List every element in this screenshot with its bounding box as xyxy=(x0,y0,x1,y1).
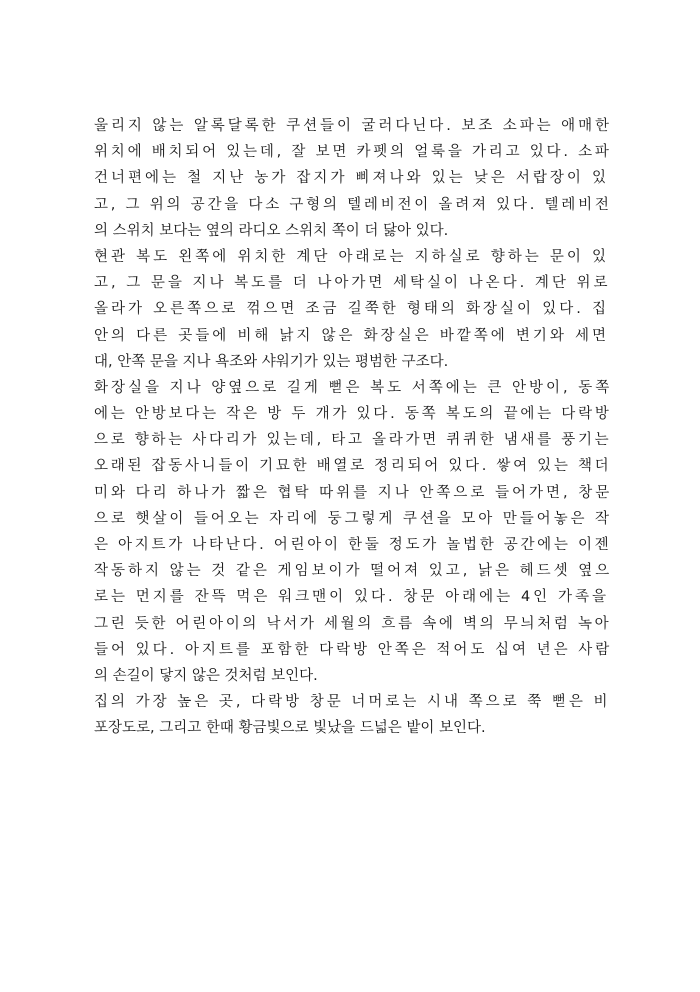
text-line: 오래된 잡동사니들이 기묘한 배열로 정리되어 있다. 쌓여 있는 책더 xyxy=(94,458,612,475)
text-line: 현관 복도 왼쪽에 위치한 계단 아래로는 지하실로 향하는 문이 있 xyxy=(94,248,609,265)
text-line: 안의 다른 곳들에 비해 낡지 않은 화장실은 바깥쪽에 변기와 세면 xyxy=(94,327,609,344)
text-line: 미와 다리 하나가 짧은 협탁 따위를 지나 안쪽으로 들어가면, 창문 xyxy=(94,484,613,501)
text-line: 에는 안방보다는 작은 방 두 개가 있다. 동쪽 복도의 끝에는 다락방 xyxy=(94,406,612,423)
text-line: 의 스위치 보다는 옆의 라디오 스위치 쪽이 더 닳아 있다. xyxy=(94,222,449,239)
body-text xyxy=(94,113,613,742)
text-line: 고, 그 위의 공간을 다소 구형의 텔레비전이 올려져 있다. 텔레비전 xyxy=(94,196,612,213)
text-line: 들어 있다. 아지트를 포함한 다락방 안쪽은 적어도 십여 년은 사람 xyxy=(94,641,613,658)
text-line: 건너편에는 철 지난 농가 잡지가 삐져나와 있는 낮은 서랍장이 있 xyxy=(94,170,609,187)
text-line: 울리지 않는 알록달록한 쿠션들이 굴러다닌다. 보조 소파는 애매한 xyxy=(94,118,613,134)
text-line: 의 손길이 닿지 않은 것처럼 보인다. xyxy=(94,667,318,684)
text-line: 작동하지 않는 것 같은 게임보이가 떨어져 있고, 낡은 헤드셋 옆으 xyxy=(94,563,613,580)
text-line: 대, 안쪽 문을 지나 욕조와 샤워기가 있는 평범한 구조다. xyxy=(94,353,449,370)
text-line: 로는 먼지를 잔뜩 먹은 워크맨이 있다. 창문 아래에는 4인 가족을 xyxy=(94,589,609,606)
text-line: 올라가 오른쪽으로 꺾으면 조금 길쭉한 형태의 화장실이 있다. 집 xyxy=(94,301,609,318)
text-line: 위치에 배치되어 있는데, 잘 보면 카펫의 얼룩을 가리고 있다. 소파 xyxy=(94,144,612,161)
text-line: 고, 그 문을 지나 복도를 더 나아가면 세탁실이 나온다. 계단 위로 xyxy=(94,275,611,292)
text-line: 집의 가장 높은 곳, 다락방 창문 너머로는 시내 쪽으로 쭉 뻗은 비 xyxy=(94,694,611,711)
text-line: 으로 향하는 사다리가 있는데, 타고 올라가면 퀴퀴한 냄새를 풍기는 xyxy=(94,432,612,449)
text-line: 포장도로, 그리고 한때 황금빛으로 빛났을 드넓은 밭이 보인다. xyxy=(94,720,486,737)
text-line: 화장실을 지나 양옆으로 길게 뻗은 복도 서쪽에는 큰 안방이, 동쪽 xyxy=(94,379,613,396)
text-line: 그린 듯한 어린아이의 낙서가 세월의 흐름 속에 벽의 무늬처럼 녹아 xyxy=(94,615,612,632)
text-line: 으로 햇살이 들어오는 자리에 둥그렇게 쿠션을 모아 만들어놓은 작 xyxy=(94,510,613,527)
text-line: 은 아지트가 나타난다. 어린아이 한둘 정도가 놀법한 공간에는 이젠 xyxy=(94,537,612,553)
